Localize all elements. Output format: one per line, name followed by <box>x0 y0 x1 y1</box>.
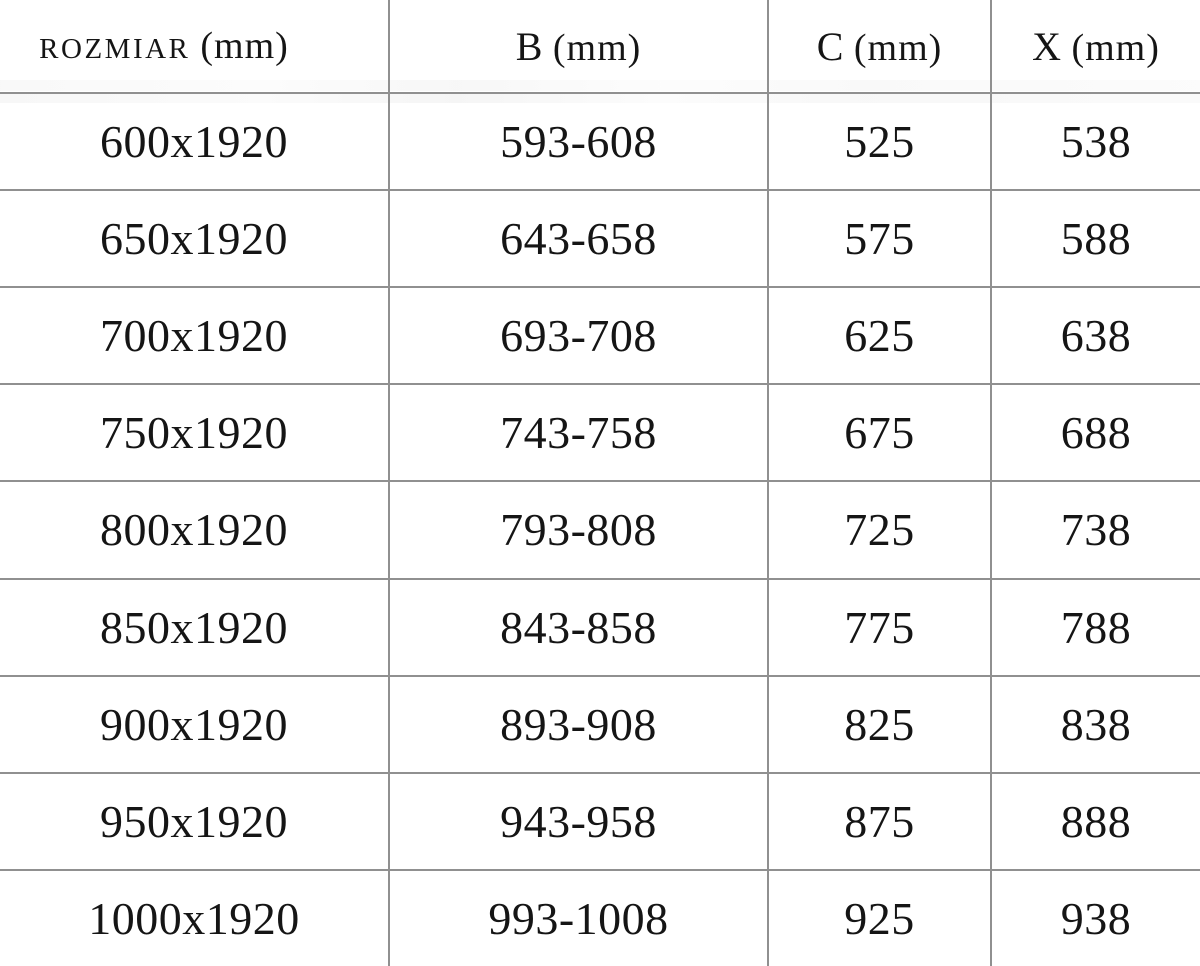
cell-rozmiar: 1000x1920 <box>0 869 388 966</box>
column-header-label: ROZMIAR <box>39 33 191 65</box>
column-header-x <box>990 0 1200 92</box>
cell-c: 525 <box>767 92 990 189</box>
cell-x: 838 <box>990 675 1200 772</box>
cell-b: 693-708 <box>388 286 767 383</box>
cell-x: 888 <box>990 772 1200 869</box>
column-header-unit: (mm) <box>552 26 642 69</box>
cell-c: 575 <box>767 189 990 286</box>
cell-c: 825 <box>767 675 990 772</box>
column-header-label: X <box>1032 23 1062 69</box>
cell-c: 625 <box>767 286 990 383</box>
cell-rozmiar: 600x1920 <box>0 92 388 189</box>
cell-x: 738 <box>990 480 1200 577</box>
cell-x: 938 <box>990 869 1200 966</box>
cell-b: 943-958 <box>388 772 767 869</box>
column-header-label: C <box>816 23 844 69</box>
cell-rozmiar: 750x1920 <box>0 383 388 480</box>
cell-b: 893-908 <box>388 675 767 772</box>
cell-c: 775 <box>767 578 990 675</box>
cell-b: 793-808 <box>388 480 767 577</box>
cell-rozmiar: 850x1920 <box>0 578 388 675</box>
cell-rozmiar: 650x1920 <box>0 189 388 286</box>
cell-c: 675 <box>767 383 990 480</box>
cell-x: 688 <box>990 383 1200 480</box>
column-header-unit: (mm) <box>200 25 289 67</box>
column-header-c <box>767 0 990 92</box>
column-header-unit: (mm) <box>853 26 943 69</box>
column-header-b <box>388 0 767 92</box>
cell-b: 643-658 <box>388 189 767 286</box>
cell-b: 843-858 <box>388 578 767 675</box>
cell-b: 593-608 <box>388 92 767 189</box>
cell-rozmiar: 700x1920 <box>0 286 388 383</box>
cell-c: 875 <box>767 772 990 869</box>
cell-b: 993-1008 <box>388 869 767 966</box>
column-header-rozmiar <box>0 0 388 92</box>
cell-rozmiar: 950x1920 <box>0 772 388 869</box>
cell-c: 925 <box>767 869 990 966</box>
column-header-unit: (mm) <box>1071 26 1160 69</box>
cell-x: 788 <box>990 578 1200 675</box>
cell-rozmiar: 800x1920 <box>0 480 388 577</box>
cell-x: 538 <box>990 92 1200 189</box>
cell-b: 743-758 <box>388 383 767 480</box>
cell-rozmiar: 900x1920 <box>0 675 388 772</box>
cell-x: 638 <box>990 286 1200 383</box>
column-header-label: B <box>515 23 543 69</box>
cell-c: 725 <box>767 480 990 577</box>
cell-x: 588 <box>990 189 1200 286</box>
